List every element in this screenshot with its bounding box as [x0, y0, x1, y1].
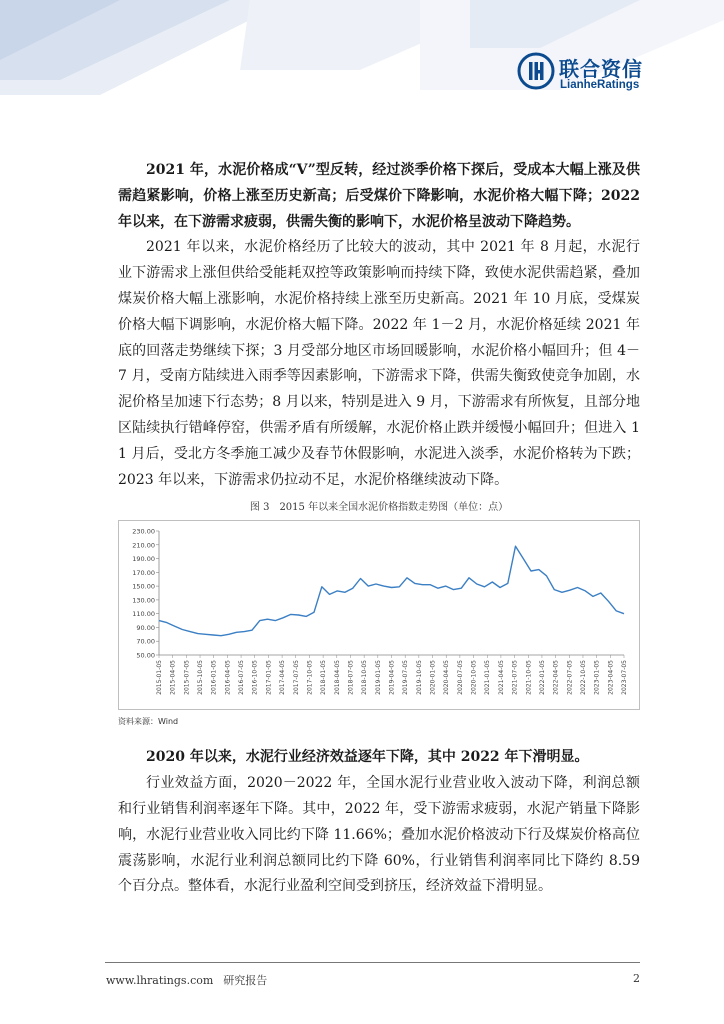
series-line — [159, 547, 624, 637]
footer-label: 研究报告 — [223, 974, 268, 987]
x-tick-label: 2021-04-05 — [497, 660, 505, 696]
footer-url: www.lhratings.com — [106, 974, 214, 987]
x-tick-label: 2017-10-05 — [306, 660, 314, 696]
x-tick-label: 2016-07-05 — [238, 660, 246, 696]
footer-divider — [105, 962, 640, 963]
x-tick-label: 2019-07-05 — [402, 660, 410, 696]
x-tick-label: 2021-07-05 — [511, 660, 519, 696]
x-tick-label: 2018-01-05 — [320, 660, 328, 696]
figure-source: 资料来源：Wind — [118, 717, 179, 727]
section-heading-2: 2020 年以来，水泥行业经济效益逐年下降，其中 2022 年下滑明显。 — [146, 749, 589, 766]
y-tick-label: 150.00 — [132, 582, 155, 591]
x-tick-label: 2017-01-05 — [265, 660, 273, 696]
x-tick-label: 2015-07-05 — [183, 660, 191, 696]
x-tick-label: 2022-07-05 — [566, 660, 574, 696]
y-tick-label: 110.00 — [132, 610, 155, 619]
x-tick-label: 2019-10-05 — [415, 660, 423, 696]
x-tick-label: 2023-01-05 — [593, 660, 601, 696]
body-paragraph-2: 行业效益方面，2020－2022 年，全国水泥行业营业收入波动下降，利润总额和行业销售利润率逐年下降。其中，2022 年，受下游需求疲弱，水泥产销量下降影响，水泥行业营业收入同比约下降 11.66%；叠加水泥价格波动下行及煤炭价格高位震荡影响，水泥行业利润总额同比约下降 60%，行业销售利润率同比下降约 8.59 个百分点。整体看，水泥行业盈利空间受到挤压，经济效益下滑明显。 — [118, 775, 640, 895]
x-tick-label: 2022-04-05 — [552, 660, 560, 696]
footer-info — [106, 972, 267, 988]
x-tick-label: 2018-04-05 — [333, 660, 341, 696]
y-tick-label: 170.00 — [132, 569, 155, 578]
x-tick-label: 2017-04-05 — [279, 660, 287, 696]
x-tick-label: 2015-04-05 — [169, 660, 177, 696]
y-tick-label: 230.00 — [132, 527, 155, 536]
price-index-chart — [118, 520, 640, 710]
logo-chinese-name: 联合资信 — [559, 57, 643, 81]
y-tick-label: 130.00 — [132, 596, 155, 605]
x-tick-label: 2023-04-05 — [607, 660, 615, 696]
y-tick-label: 210.00 — [132, 541, 155, 550]
x-tick-label: 2016-04-05 — [224, 660, 232, 696]
logo-english-name: LianheRatings — [560, 79, 640, 91]
lianhe-logo-icon — [517, 52, 555, 90]
x-tick-label: 2021-10-05 — [525, 660, 533, 696]
x-tick-label: 2022-01-05 — [538, 660, 546, 696]
x-tick-label: 2021-01-05 — [484, 660, 492, 696]
x-tick-label: 2020-07-05 — [456, 660, 464, 696]
x-tick-label: 2020-01-05 — [429, 660, 437, 696]
page-number: 2 — [633, 972, 640, 985]
x-tick-label: 2019-01-05 — [374, 660, 382, 696]
main-content — [118, 158, 640, 900]
x-tick-label: 2018-07-05 — [347, 660, 355, 696]
x-tick-label: 2020-10-05 — [470, 660, 478, 696]
x-tick-label: 2022-10-05 — [579, 660, 587, 696]
section-heading-1: 2021 年，水泥价格成“V”型反转，经过淡季价格下探后，受成本大幅上涨及供需趋紧影响，价格上涨至历史新高；后受煤价下降影响，水泥价格大幅下降；2022 年以来，在下游需求疲弱，供需失衡的影响下，水泥价格呈波动下降趋势。 — [118, 162, 640, 230]
x-tick-label: 2023-07-05 — [621, 660, 628, 696]
x-tick-label: 2016-01-05 — [210, 660, 218, 696]
figure-title: 图 3 2015 年以来全国水泥价格指数走势图（单位：点） — [249, 502, 509, 514]
x-tick-label: 2019-04-05 — [388, 660, 396, 696]
chart-canvas — [119, 521, 639, 709]
x-tick-label: 2017-07-05 — [292, 660, 300, 696]
x-tick-label: 2018-10-05 — [361, 660, 369, 696]
x-tick-label: 2015-10-05 — [197, 660, 205, 696]
y-tick-label: 90.00 — [136, 624, 155, 633]
x-tick-label: 2015-01-05 — [156, 660, 163, 696]
y-tick-label: 50.00 — [136, 651, 155, 660]
x-tick-label: 2016-10-05 — [251, 660, 259, 696]
x-tick-label: 2020-04-05 — [443, 660, 451, 696]
body-paragraph-1: 2021 年以来，水泥价格经历了比较大的波动，其中 2021 年 8 月起，水泥行业下游需求上涨但供给受能耗双控等政策影响而持续下降，致使水泥供需趋紧，叠加煤炭价格大幅上涨影响，水泥价格持续上涨至历史新高。2021 年 10 月底，受煤炭价格大幅下调影响，水泥价格大幅下降。2022 年 1－2 月，水泥价格延续 2021 年底的回落走势继续下探；3 月受部分地区市场回暖影响，水泥价格小幅回升；但 4－7 月，受南方陆续进入雨季等因素影响，下游需求下降，供需失衡致使竞争加剧，水泥价格呈加速下行态势；8 月以来，特别是进入 9 月，下游需求有所恢复，且部分地区陆续执行错峰停窑，供需矛盾有所缓解，水泥价格止跌并缓慢小幅回升；但进入 11 月后，受北方冬季施工减少及春节休假影响，水泥进入淡季，水泥价格转为下跌；2023 年以来，下游需求仍拉动不足，水泥价格继续波动下降。 — [118, 239, 640, 488]
y-tick-label: 70.00 — [136, 638, 155, 647]
y-tick-label: 190.00 — [132, 555, 155, 564]
